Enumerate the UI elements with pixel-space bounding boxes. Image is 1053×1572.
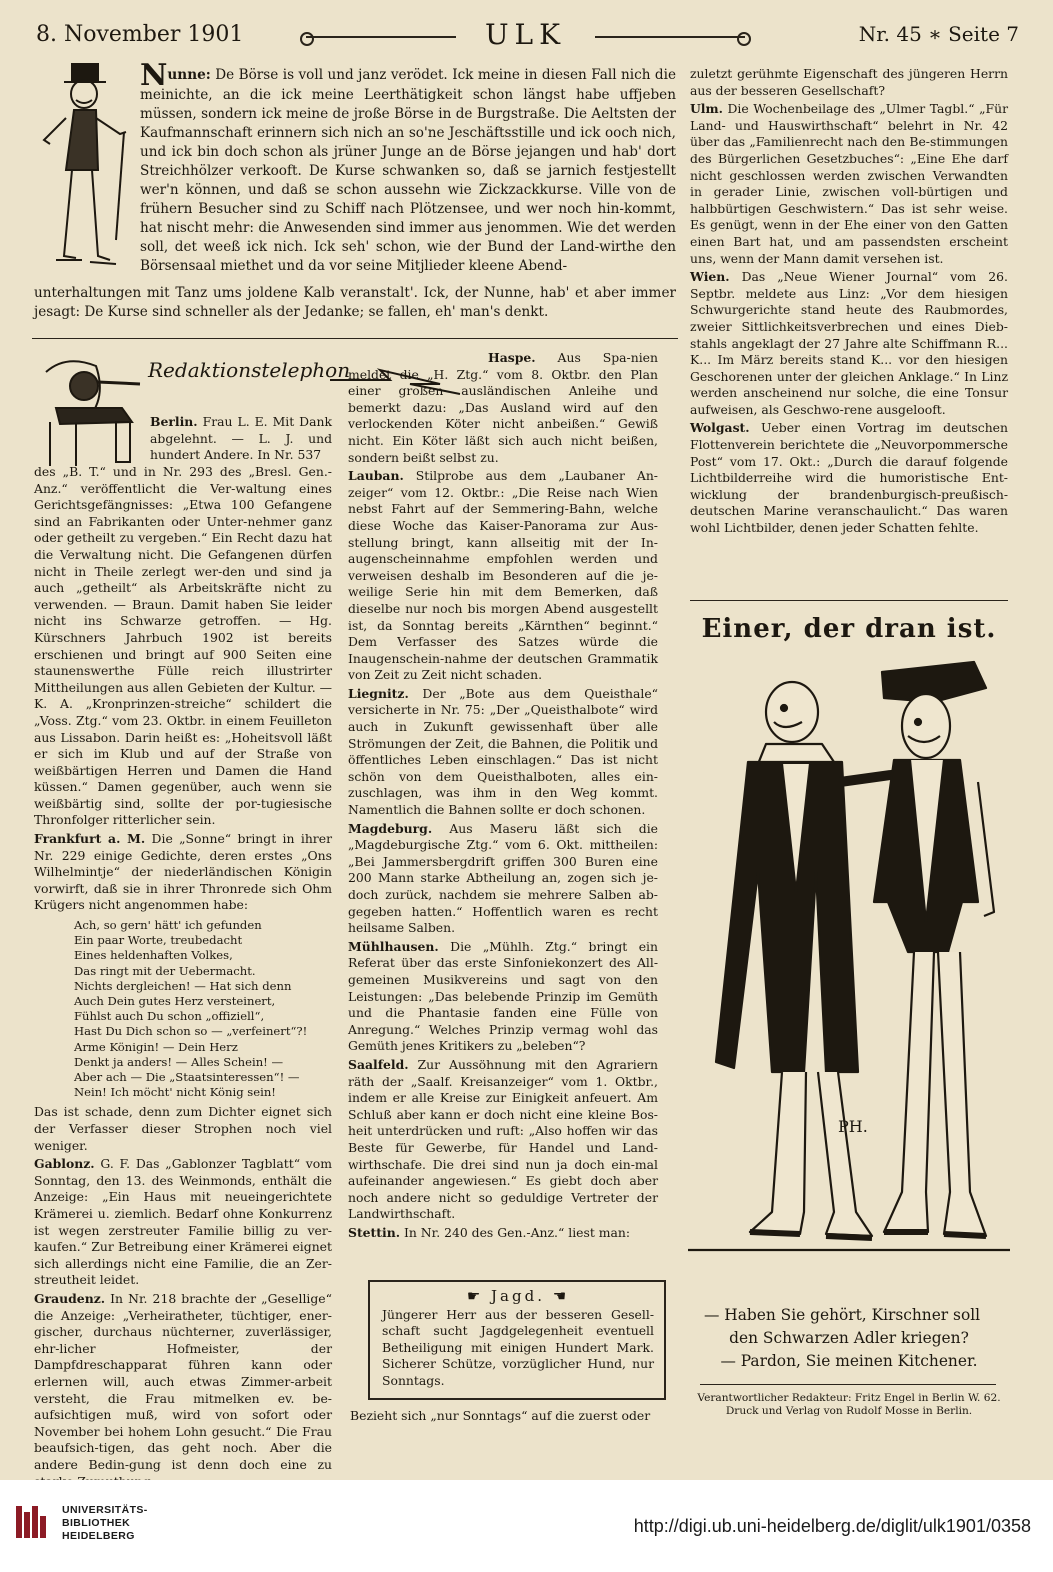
article-kicker: unne: bbox=[167, 67, 211, 83]
imprint-line-2: Druck und Verlag von Rudolf Mosse in Berlin. bbox=[725, 1405, 973, 1417]
kw-gablonz: Gablonz. bbox=[34, 1156, 95, 1172]
kw-stettin: Stettin. bbox=[348, 1224, 401, 1240]
kw-haspe: Haspe. bbox=[488, 350, 536, 365]
kw-saalfeld: Saalfeld. bbox=[348, 1056, 409, 1072]
text-berlin: Frau L. E. Mit Dank abgelehnt. — L. J. und hundert Andere. In Nr. 537 bbox=[150, 414, 332, 463]
redaktionstelephon-heading: Redaktionstelephon bbox=[148, 358, 351, 382]
kw-lauban: Lauban. bbox=[348, 468, 404, 484]
ornament-left-icon bbox=[306, 36, 456, 38]
imprint-divider bbox=[700, 1384, 996, 1385]
poem-line: Denkt ja anders! — Alles Schein! — bbox=[74, 1054, 284, 1069]
poem-line: Hast Du Dich schon so — „verfeinert“?! bbox=[74, 1024, 308, 1039]
kw-magdeburg: Magdeburg. bbox=[348, 820, 433, 836]
page-header bbox=[26, 18, 1025, 58]
text-frankfurt: Die „Sonne“ bringt in ihrer Nr. 229 einige Gedichte, deren erstes „Ons Wilhelmintje“ der niederländischen Königin vorwirft, daß sie in ihrer Thronrede sich Ohm Krügers nicht angenommen habe: bbox=[34, 831, 332, 913]
university-library-logo-icon[interactable] bbox=[14, 1502, 52, 1542]
drop-cap: N bbox=[140, 58, 168, 93]
page-number: Nr. 45 ∗ Seite 7 bbox=[858, 22, 1019, 46]
kw-muehlhausen: Mühlhausen. bbox=[348, 938, 439, 954]
poem-line: Eines heldenhaften Volkes, bbox=[74, 948, 233, 963]
column-b bbox=[348, 350, 658, 1241]
imprint bbox=[690, 1392, 1008, 1418]
text-saalfeld: Zur Aussöhnung mit den Agrariern räth der „Saalf. Kreisanzeiger“ vom 1. Oktbr., indem er alle Kreise zur Einigkeit anfeuert. Am Schluß aber kann er doch nicht eine kleine Bos-heit unterdrücken und ruft: „Also hoffen wir das Beste für Gewerbe, für Handel und Land-wirthschafe. Die drei sind nun ja doch ein-mal aufeinander angewiesen.“ Es giebt doch aber noch andere nicht so geduldige Vertreter der Landwirthschaft. bbox=[348, 1056, 658, 1222]
text-wien: Das „Neue Wiener Journal“ vom 26. Septbr. meldete aus Linz: „Vor dem hiesigen Schwurgerichte stand heute des Raubmordes, zweier Sittlichkeitsverbrechen und eines Dieb-stahls angeklagt der 27 Jahre alte Schiffmann R... K... Im März bereits stand K... vor den hiesigen Geschorenen unter der gleichen Anklage.“ In Linz werden anscheinend nur solche, die eine Tonsur aufweisen, als Geschwo-rene ausgelooft. bbox=[690, 269, 1008, 417]
kw-graudenz: Graudenz. bbox=[34, 1291, 106, 1306]
poem-line: Fühlst auch Du schon „offiziell“, bbox=[74, 1009, 265, 1024]
ad-title: ☛ Jagd. ☚ bbox=[466, 1287, 570, 1305]
poem-line: Aber ach — Die „Staatsinteressen“! — bbox=[74, 1070, 300, 1085]
artist-signature: PH. bbox=[838, 1117, 868, 1136]
jagd-advertisement-box bbox=[368, 1280, 666, 1400]
issue-date: 8. November 1901 bbox=[36, 22, 244, 47]
article-body-1: De Börse is voll und janz verödet. Ick meine in diesen Fall nich die meinichte, an die ick meine Leerthätigkeit schon längst habe uffjeben müssen, sondern ick meine de jroße Börse in de Burgstraße. Die Aeltsten der Kaufmannschaft erinnern sich nich an so'ne Jeschäftsstille und ick ooch nich, und ick bin doch schon als jrüner Junge an de Börse jejangen und hab' dort Streichhölzer verkooft. De Kurse schwanken so, daß se jarnich festjestellt wer'n können, und daß se schon aussehn wie Zickzackkurse. Ville von de frühern Besucher sind zu Schiff nach Plötzensee, und wer noch hin-kommt, hat nischt mehr: die Anwesenden sind immer aus jenommen. Wie det werden soll, det weeß ick nich. Ick seh' schon, wie der Bund der Land-wirthe den Börsensaal miethet und da vor seine Mitjlieder kleene Abend- bbox=[140, 67, 676, 274]
article-body-2: unterhaltungen mit Tanz ums joldene Kalb veranstalt'. Ick, der Nunne, hab' et aber immer jesagt: De Kurse sind schneller als der Jedanke; se fallen, eh' man's denkt. bbox=[34, 285, 676, 320]
viewer-footer bbox=[0, 1480, 1053, 1572]
text-colc-start: zuletzt gerühmte Eigenschaft des jüngeren Herrn aus der besseren Gesellschaft? bbox=[690, 66, 1008, 98]
text-magdeburg: Aus Maseru läßt sich die „Magdeburgische Ztg.“ vom 6. Okt. mittheilen: „Bei Jammersbergdrift griffen 300 Buren eine 200 Mann starke Abtheilung an, zogen sich je-doch zurück, nachdem sie mehrere Salben ab-gegeben hatten.“ Hoffentlich waren es recht heilsame Salben. bbox=[348, 820, 658, 936]
text-muehlhausen: Die „Mühlh. Ztg.“ bringt ein Referat über das erste Sinfoniekonzert des All-gemeinen Musikvereins und sagt von den Leistungen: „Das belebende Prinzip im Gemüth und die Phantasie fanden eine Fülle von Anregung.“ Welches Prinzip vermag wohl das Gemüth jenes Kritikers zu „beleben“? bbox=[348, 938, 658, 1054]
section-divider bbox=[32, 338, 678, 339]
text-ulm: Die Wochenbeilage des „Ulmer Tagbl.“ „Für Land- und Hauswirthschaft“ belehrt in Nr. 42 über das „Familienrecht nach den Be-stimmungen des Bürgerlichen Gesetzbuches“: „Eine Ehe darf nicht geschlossen werden zwischen Verwandten in gerader Linie, zwischen voll-bürtigen und halbbürtigen Geschwistern.“ Das ist sehr weise. Es genügt, wenn in der Ehe einer von den Gatten einen Bart hat, und am passendsten erscheint uns, wenn der Mann damit versehen ist. bbox=[690, 101, 1008, 266]
text-berlin-cont: des „B. T.“ und in Nr. 293 des „Bresl. Gen.-Anz.“ veröffentlicht die Ver-waltung eines Gerichtsgefängnisses: „Etwa 100 Gefangene sind an Fabrikanten oder Unter-nehmer ganz oder getheilt zu vergeben.“ Ein Recht dazu hat die Verwaltung nicht. Die Gefangenen dürfen nicht in Theile zerlegt wer-den und sind ja auch „getheilt“ als Arbeitskräfte nicht zu verwenden. — Braun. Damit haben Sie leider nicht ins Schwarze getroffen. — Hg. Kürschners Jahrbuch 1902 ist bereits erschienen und bringt auf 900 Seiten eine staunenswerthe Fülle reich illustrirter Mittheilungen aus allen Gebieten der Kultur. — K. A. „Kronprinzen-streiche“ schildert die „Voss. Ztg.“ vom 23. Oktbr. in einem Feuilleton aus Lissabon. Darin heißt es: „Hoheitsvoll läßt er sich im Klub und auf der Straße von weißbärtigen Herren und Damen die Hand küssen.“ Damen gegenüber, auch wenn sie weißbärtig sind, sollte der por-tugiesische Thronfolger ritterlicher sein. bbox=[34, 464, 332, 828]
text-after-poem: Das ist schade, denn zum Dichter eignet sich der Verfasser dieser Strophen noch viel weniger. bbox=[34, 1104, 332, 1153]
poem-line: Ach, so gern' hätt' ich gefunden bbox=[74, 918, 262, 933]
column-c bbox=[690, 66, 1008, 537]
kw-ulm: Ulm. bbox=[690, 101, 723, 117]
text-gablonz: G. F. Das „Gablonzer Tagblatt“ vom Sonntag, den 13. des Weinmonds, enthält die Anzeige: „Ein Haus mit neueingerichtete Krämerei u. ziemlich. Bedarf ohne Konkurrenz ist wegen zerstreuter Familie billig zu ver-kaufen.“ Zur Betreibung einer Krämerei eignet sich allerdings nicht eine Familie, die an Zer-streutheit leidet. bbox=[34, 1156, 332, 1288]
imprint-line-1: Verantwortlicher Redakteur: Fritz Engel in Berlin W. 62. bbox=[697, 1392, 1001, 1404]
library-name[interactable] bbox=[62, 1504, 148, 1543]
cartoon-illustration bbox=[688, 652, 1010, 1300]
ornament-right-icon bbox=[595, 36, 745, 38]
cartoon-title: Einer, der dran ist. bbox=[701, 614, 997, 644]
poem-line: Nichts dergleichen! — Hat sich denn bbox=[74, 978, 292, 993]
poem-line: Nein! Ich möcht' nicht König sein! bbox=[74, 1085, 276, 1100]
permalink-link[interactable]: http://digi.ub.uni-heidelberg.de/diglit/ulk1901/0358 bbox=[633, 1516, 1031, 1536]
caption-line-1: — Haben Sie gehört, Kirschner soll bbox=[704, 1306, 981, 1324]
text-wolgast: Ueber einen Vortrag im deutschen Flottenverein berichtete die „Neuvorpommersche Post“ vom 17. Okt.: „Durch die darauf folgende Lichtbilderreihe wird die humoristische Ent-wicklung der brandenburgisch-preußisch-deutschen Marine veranschaulicht.“ Das waren wohl Lichtbilder, denen jeder Schatten fehlte. bbox=[690, 420, 1008, 536]
poem bbox=[74, 918, 332, 1100]
poem-line: Das ringt mit der Uebermacht. bbox=[74, 963, 256, 978]
nunne-article-continued bbox=[34, 284, 676, 322]
kw-wien: Wien. bbox=[690, 269, 730, 285]
masthead-text: ULK bbox=[484, 18, 567, 51]
logo-line-2: BIBLIOTHEK bbox=[62, 1517, 131, 1529]
text-lauban: Stilprobe aus dem „Laubaner An-zeiger“ vom 12. Oktbr.: „Die Reise nach Wien nebst Fahrt auf der Semmering-Bahn, welche diese Woche das Kaiser-Panorama zur Aus-stellung bringt, kann allseitig mit der In-augenscheinnahme empfohlen werden und verweisen deshalb im Besonderen auf die je-weilige Serie hin mit dem Bemerken, daß dieselbe nur noch bis morgen Abend ausgestellt ist, da Sonntag bereits „Kärnthen“ beginnt.“ Dem Verfasser des Satzes würde die Inaugenschein-nahme der deutschen Grammatik von Zeit zu Zeit nicht schaden. bbox=[348, 468, 658, 683]
logo-line-3: HEIDELBERG bbox=[62, 1530, 135, 1542]
poem-line: Ein paar Worte, treubedacht bbox=[74, 933, 243, 948]
cartoon-caption bbox=[690, 1304, 1008, 1373]
text-haspe: Aus Spa-nien meldet die „H. Ztg.“ vom 8. Oktbr. den Plan einer großen ausländischen Anleihe und bemerkt dazu: „Das Ausland wird auf den verlockenden Köter nicht anbeißen.“ Gewiß nicht. Ein Köter läßt sich auch nicht beißen, sondern beißt selbst zu. bbox=[348, 350, 658, 465]
text-after-ad: Bezieht sich „nur Sonntags“ auf die zuerst oder bbox=[350, 1408, 651, 1423]
kw-wolgast: Wolgast. bbox=[690, 420, 750, 436]
poem-line: Auch Dein gutes Herz versteinert, bbox=[74, 994, 276, 1009]
kw-berlin: Berlin. bbox=[150, 414, 198, 429]
poem-line: Arme Königin! — Dein Herz bbox=[74, 1039, 238, 1054]
telephone-man-illustration bbox=[36, 352, 146, 472]
column-a bbox=[34, 464, 332, 1490]
kw-liegnitz: Liegnitz. bbox=[348, 685, 409, 701]
text-graudenz: In Nr. 218 brachte der „Gesellige“ die Anzeige: „Verheiratheter, tüchtiger, ener-gischer, durchaus nüchterner, zuverlässiger, ehr-licher Hofmeister, der Dampfdreschapparat führen kann oder erlernen will, auch etwas Zimmer-arbeit versteht, die Frau mitmelken ev. be-aufsichtigen muß, wird von sofort oder November bei hohem Lohn gesucht.“ Die Frau beaufsich-tigen, das geht noch. Aber die andere Bedin-gung ist denn doch eine zu bbox=[34, 1291, 332, 1472]
caption-line-2: den Schwarzen Adler kriegen? bbox=[729, 1329, 969, 1347]
nunne-article bbox=[140, 58, 676, 276]
logo-line-1: UNIVERSITÄTS- bbox=[62, 1504, 148, 1516]
text-stettin: In Nr. 240 des Gen.-Anz.“ liest man: bbox=[403, 1224, 631, 1240]
ad-text: Jüngerer Herr aus der besseren Gesell-schaft sucht Jagdgelegenheit eventuell Betheiligung mit einigen Hundert Mark. Sicherer Schütze, vorzüglicher Hund, nur Sonntags. bbox=[382, 1306, 654, 1388]
cartoon-divider bbox=[690, 600, 1008, 601]
text-liegnitz: Der „Bote aus dem Queisthale“ versicherte in Nr. 75: „Der „Queisthalbote“ wird auch in Zukunft gewissenhaft über alle Strömungen der Zeit, die Bahnen, die Politik und öffentliches Leben einschlagen.“ Das ist nicht schön von dem Queisthalboten, alles ein-zuschlagen, was ihm in den Weg kommt. Namentlich die Bahnen sollte er doch schonen. bbox=[348, 685, 658, 818]
caption-line-3: — Pardon, Sie meinen Kitchener. bbox=[720, 1352, 978, 1370]
nunne-figure-illustration bbox=[36, 60, 136, 282]
kw-frankfurt: Frankfurt a. M. bbox=[34, 831, 146, 847]
